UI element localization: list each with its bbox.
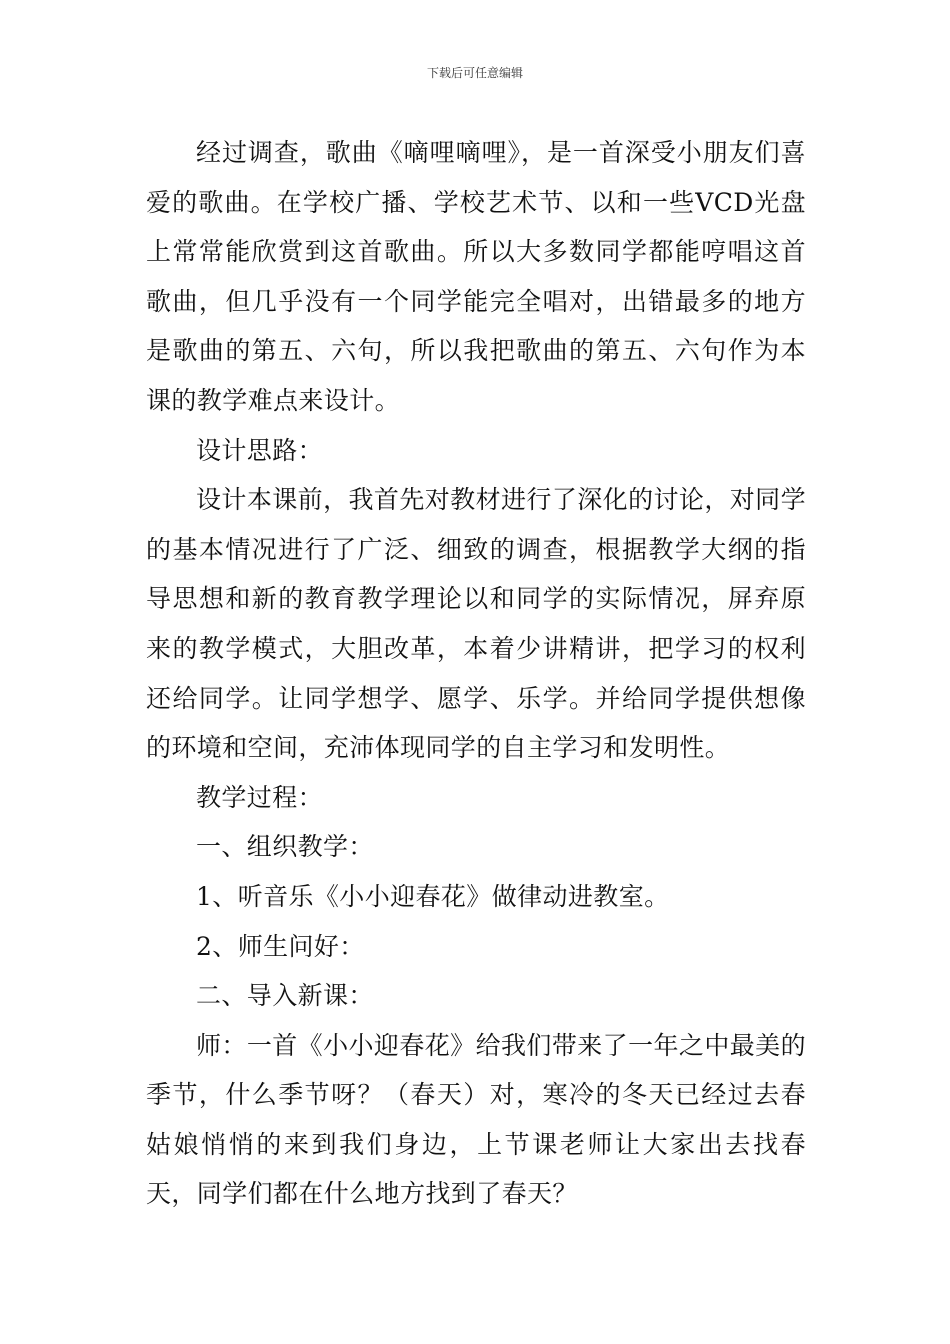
- document-body: [146, 128, 806, 1219]
- heading-design-idea: 设计思路：: [196, 435, 324, 465]
- paragraph-survey: 经过调查，歌曲《嘀哩嘀哩》，是一首深受小朋友们喜爱的歌曲。在学校广播、学校艺术节、以和一些VCD光盘上常常能欣赏到这首歌曲。所以大多数同学都能哼唱这首歌曲，但几乎没有一个同学能完全唱对，出错最多的地方是歌曲的第五、六句，所以我把歌曲的第五、六句作为本课的教学难点来设计。: [146, 138, 806, 415]
- paragraph-design: 设计本课前，我首先对教材进行了深化的讨论，对同学的基本情况进行了广泛、细致的调查，根据教学大纲的指导思想和新的教育教学理论以和同学的实际情况，屏弃原来的教学模式，大胆改革，本着少讲精讲，把学习的权利还给同学。让同学想学、愿学、乐学。并给同学提供想像的环境和空间，充沛体现同学的自主学习和发明性。: [146, 485, 806, 763]
- item-greeting: 2、师生问好：: [196, 931, 365, 961]
- heading-teaching-process: 教学过程：: [196, 782, 324, 812]
- page-header-note: 下载后可任意编辑: [426, 66, 523, 80]
- heading-organize-teaching: 一、组织教学：: [196, 832, 374, 862]
- paragraph-teacher-dialogue: 师：一首《小小迎春花》给我们带来了一年之中最美的季节，什么季节呀？（春天）对，寒冷的冬天已经过去春姑娘悄悄的来到我们身边，上节课老师让大家出去找春天，同学们都在什么地方找到了春天？: [146, 1030, 806, 1209]
- heading-introduce-lesson: 二、导入新课：: [196, 981, 374, 1011]
- item-listen-music: 1、听音乐《小小迎春花》做律动进教室。: [196, 881, 670, 911]
